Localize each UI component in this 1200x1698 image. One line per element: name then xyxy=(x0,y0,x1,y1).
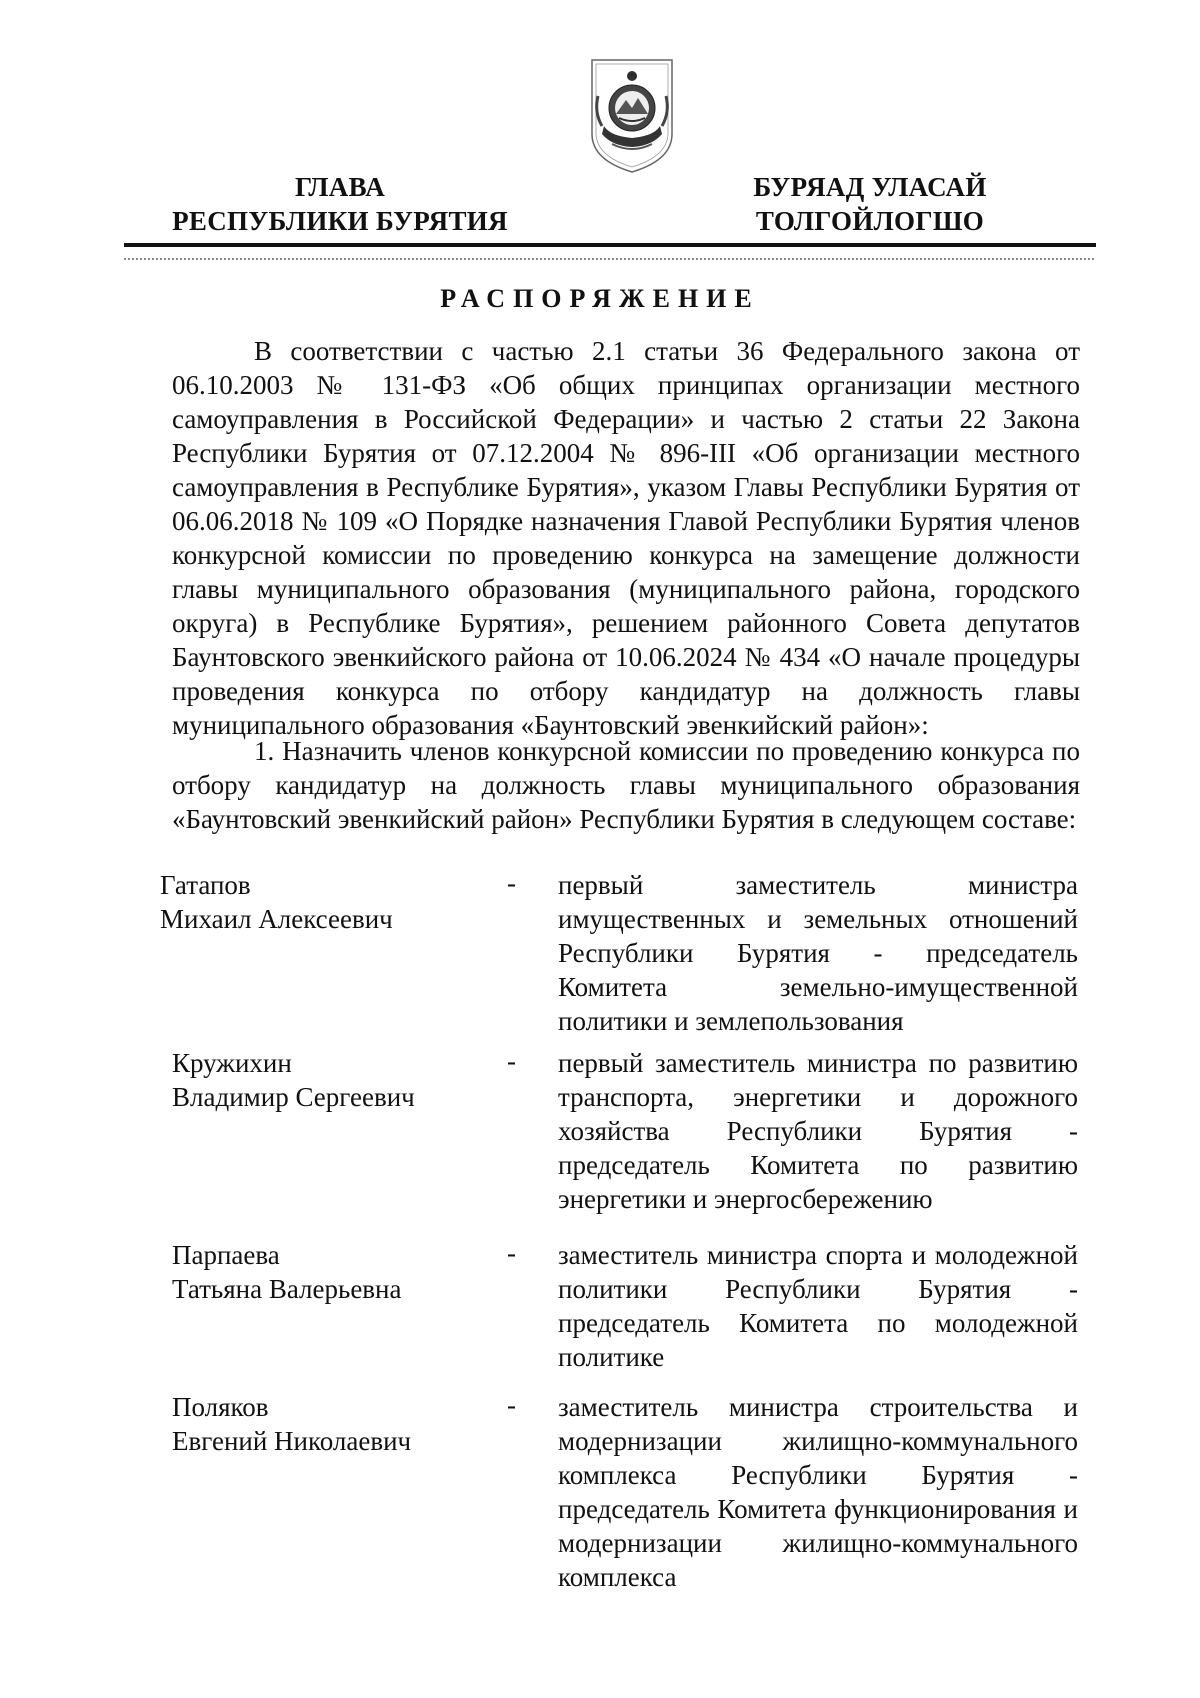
member-given-name: Татьяна Валерьевна xyxy=(172,1274,402,1304)
header-right-line2: ТОЛГОЙЛОГШО xyxy=(755,206,985,236)
member-given-name: Михаил Алексеевич xyxy=(160,904,393,934)
header-right xyxy=(700,170,1040,238)
member-dash: - xyxy=(507,1046,516,1076)
member-surname: Кружихин xyxy=(172,1048,292,1078)
member-dash: - xyxy=(507,1238,516,1268)
member-position: первый заместитель министра имущественных и земельных отношений Республики Бурятия - председатель Комитета земельно-имущественной политики и землепользования xyxy=(558,870,1078,1036)
header-left xyxy=(140,170,540,238)
member-surname: Поляков xyxy=(172,1392,269,1422)
member-name xyxy=(172,1046,502,1114)
member-name xyxy=(172,1238,502,1306)
member-dash: - xyxy=(507,1390,516,1420)
member-given-name: Евгений Николаевич xyxy=(172,1426,412,1456)
member-surname: Гатапов xyxy=(160,870,251,900)
member-position: заместитель министра строительства и модернизации жилищно-коммунального комплекса Республики Бурятия - председатель Комитета функционирования и модернизации жилищно-коммунального комплекса xyxy=(558,1392,1078,1592)
buryatia-coat-of-arms-icon xyxy=(586,56,678,176)
member-name xyxy=(160,868,490,936)
clause-1-paragraph: 1. Назначить членов конкурсной комиссии по проведению конкурса по отбору кандидатур на должность главы муниципального образования «Баунтовский эвенкийский район» Республики Бурятия в следующем составе: xyxy=(172,736,1080,834)
header-divider-thin xyxy=(124,258,1096,260)
member-given-name: Владимир Сергеевич xyxy=(172,1082,415,1112)
member-position: заместитель министра спорта и молодежной политики Республики Бурятия - председатель Комитета по молодежной политике xyxy=(558,1240,1078,1372)
header-left-line1: ГЛАВА xyxy=(294,172,386,202)
header-left-line2: РЕСПУБЛИКИ БУРЯТИЯ xyxy=(172,206,508,236)
member-name xyxy=(172,1390,502,1458)
document-title: РАСПОРЯЖЕНИЕ xyxy=(440,284,760,313)
header-divider-thick xyxy=(124,243,1096,247)
member-dash: - xyxy=(507,868,516,898)
member-position: первый заместитель министра по развитию транспорта, энергетики и дорожного хозяйства Республики Бурятия - председатель Комитета по развитию энергетики и энергосбережению xyxy=(558,1048,1078,1214)
preamble-paragraph: В соответствии с частью 2.1 статьи 36 Федерального закона от 06.10.2003 № 131-ФЗ «Об общих принципах организации местного самоуправления в Российской Федерации» и частью 2 статьи 22 Закона Республики Бурятия от 07.12.2004 № 896-III «Об организации местного самоуправления в Республике Бурятия», указом Главы Республики Бурятия от 06.06.2018 № 109 «О Порядке назначения Главой Республики Бурятия членов конкурсной комиссии по проведению конкурса на замещение должности главы муниципального образования (муниципального района, городского округа) в Республике Бурятия», решением районного Совета депутатов Баунтовского эвенкийского района от 10.06.2024 № 434 «О начале процедуры проведения конкурса по отбору кандидатур на должность главы муниципального образования «Баунтовский эвенкийский район»: xyxy=(172,336,1080,740)
header-right-line1: БУРЯАД УЛАСАЙ xyxy=(753,172,987,202)
member-surname: Парпаева xyxy=(172,1240,280,1270)
